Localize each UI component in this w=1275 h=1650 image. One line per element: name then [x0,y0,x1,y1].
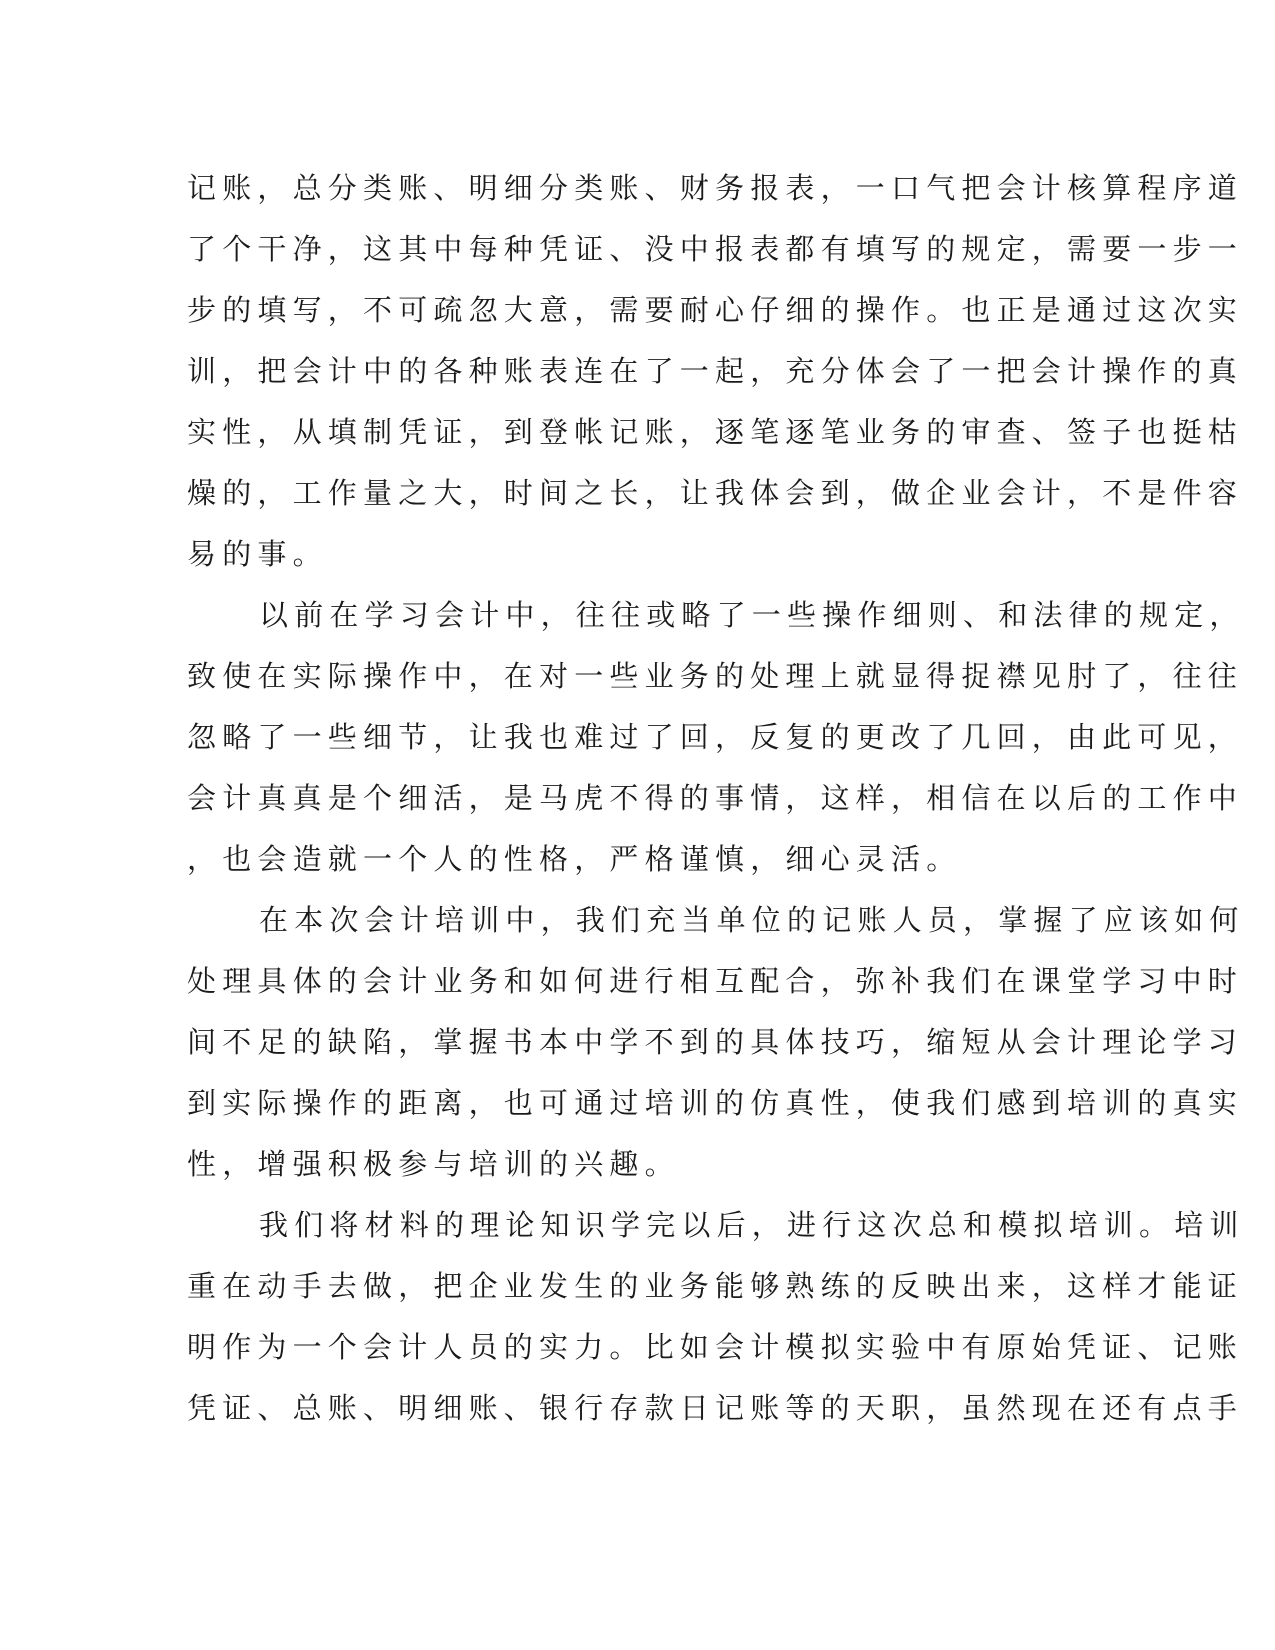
body-text [187,158,1245,1439]
text-line: 易的事。 [187,537,328,571]
text-line: 燥的，工作量之大，时间之长，让我体会到，做企业会计，不是件容 [187,476,1244,510]
text-line: 以前在学习会计中，往往或略了一些操作细则、和法律的规定， [259,598,1245,632]
text-line: 了个干净，这其中每种凭证、没中报表都有填写的规定，需要一步一 [187,232,1244,266]
text-line: 重在动手去做，把企业发生的业务能够熟练的反映出来，这样才能证 [187,1269,1244,1303]
text-line: 处理具体的会计业务和如何进行相互配合，弥补我们在课堂学习中时 [187,964,1244,998]
text-line: 到实际操作的距离，也可通过培训的仿真性，使我们感到培训的真实 [187,1086,1244,1120]
text-line: 凭证、总账、明细账、银行存款日记账等的天职，虽然现在还有点手 [187,1391,1244,1425]
text-line: 在本次会计培训中，我们充当单位的记账人员，掌握了应该如何 [259,903,1245,937]
text-line: ，也会造就一个人的性格，严格谨慎，细心灵活。 [187,842,962,876]
text-line: 会计真真是个细活，是马虎不得的事情，这样，相信在以后的工作中 [187,781,1244,815]
text-line: 我们将材料的理论知识学完以后，进行这次总和模拟培训。培训 [259,1208,1245,1242]
text-line: 明作为一个会计人员的实力。比如会计模拟实验中有原始凭证、记账 [187,1330,1244,1364]
text-line: 实性，从填制凭证，到登帐记账，逐笔逐笔业务的审查、签子也挺枯 [187,415,1244,449]
text-line: 致使在实际操作中，在对一些业务的处理上就显得捉襟见肘了，往往 [187,659,1244,693]
text-line: 忽略了一些细节，让我也难过了回，反复的更改了几回，由此可见， [187,720,1244,754]
text-line: 记账，总分类账、明细分类账、财务报表，一口气把会计核算程序道 [187,171,1244,205]
text-line: 训，把会计中的各种账表连在了一起，充分体会了一把会计操作的真 [187,354,1244,388]
text-line: 性，增强积极参与培训的兴趣。 [187,1147,680,1181]
text-line: 步的填写，不可疏忽大意，需要耐心仔细的操作。也正是通过这次实 [187,293,1244,327]
text-line: 间不足的缺陷，掌握书本中学不到的具体技巧，缩短从会计理论学习 [187,1025,1244,1059]
